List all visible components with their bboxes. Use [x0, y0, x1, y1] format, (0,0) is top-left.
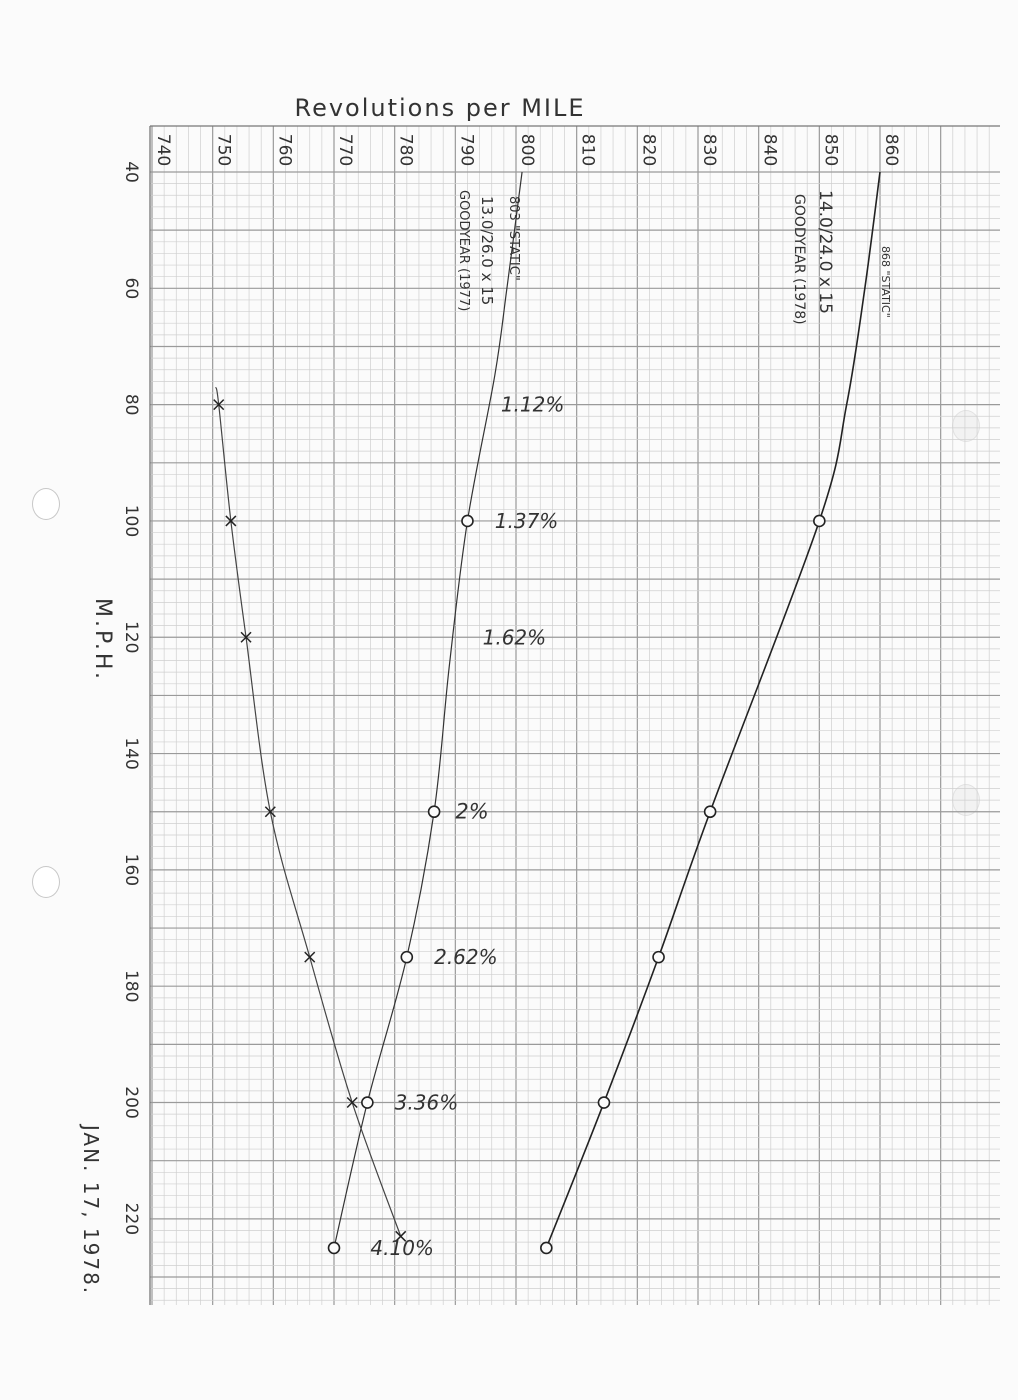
series-2-brand-label: GOODYEAR (1978) [791, 194, 807, 325]
series-2-static-label: 868 "STATIC" [879, 246, 892, 318]
chart-title: Revolutions per MILE [294, 94, 586, 122]
series-line-1 [334, 172, 522, 1248]
percent-annotation: 2% [455, 799, 489, 824]
x-tick-label: 840 [759, 133, 780, 167]
y-tick-label: 100 [121, 504, 141, 538]
y-tick-label: 120 [121, 621, 141, 654]
y-tick-label: 140 [121, 737, 141, 770]
x-tick-label: 850 [820, 133, 841, 167]
grid [150, 126, 1000, 1305]
x-axis-tick-labels [153, 134, 901, 166]
data-point-circle [329, 1242, 340, 1253]
y-axis-label: M.P.H. [90, 598, 115, 682]
x-tick-label: 800 [517, 133, 537, 167]
percent-annotation: 4.10% [370, 1235, 434, 1260]
series-line-2 [546, 172, 880, 1248]
x-tick-label: 760 [274, 133, 295, 167]
x-tick-label: 770 [335, 133, 355, 167]
y-tick-label: 80 [121, 393, 141, 416]
percent-annotation: 1.37% [494, 508, 559, 533]
y-tick-label: 220 [121, 1202, 141, 1236]
x-tick-label: 830 [699, 133, 719, 167]
x-tick-label: 860 [881, 133, 901, 167]
series-1-brand-label: GOODYEAR (1977) [456, 190, 471, 312]
data-point-circle [429, 806, 440, 817]
y-axis-tick-labels [121, 161, 141, 1235]
y-tick-label: 180 [121, 969, 141, 1003]
data-point-circle [401, 952, 412, 963]
data-point-circle [598, 1097, 609, 1108]
x-tick-label: 810 [577, 133, 598, 167]
percent-annotation: 1.12% [500, 392, 565, 417]
y-tick-label: 40 [121, 161, 141, 183]
date-note: JAN. 17, 1978. [79, 1124, 103, 1296]
data-point-circle [541, 1242, 552, 1253]
y-tick-label: 60 [121, 277, 141, 300]
x-tick-label: 740 [153, 133, 173, 167]
x-tick-label: 780 [395, 133, 416, 167]
data-point-circle [705, 806, 716, 817]
series-1-tire-label: 13.0/26.0 x 15 [478, 196, 496, 306]
data-point-circle [814, 515, 825, 526]
series-1-static-label: 803 "STATIC" [506, 196, 521, 281]
data-point-circle [462, 515, 473, 526]
percent-annotation: 1.62% [482, 625, 547, 650]
y-tick-label: 200 [121, 1086, 141, 1119]
series-2-tire-label: 14.0/24.0 x 15 [815, 190, 835, 314]
percent-annotation: 3.36% [394, 1090, 459, 1115]
x-tick-label: 820 [638, 133, 659, 167]
x-tick-label: 790 [456, 133, 477, 167]
percent-annotation: 2.62% [434, 945, 498, 970]
x-tick-label: 750 [213, 133, 234, 167]
data-point-circle [653, 952, 664, 963]
series-lines [216, 172, 880, 1248]
y-tick-label: 160 [121, 853, 141, 887]
data-point-circle [362, 1097, 373, 1108]
